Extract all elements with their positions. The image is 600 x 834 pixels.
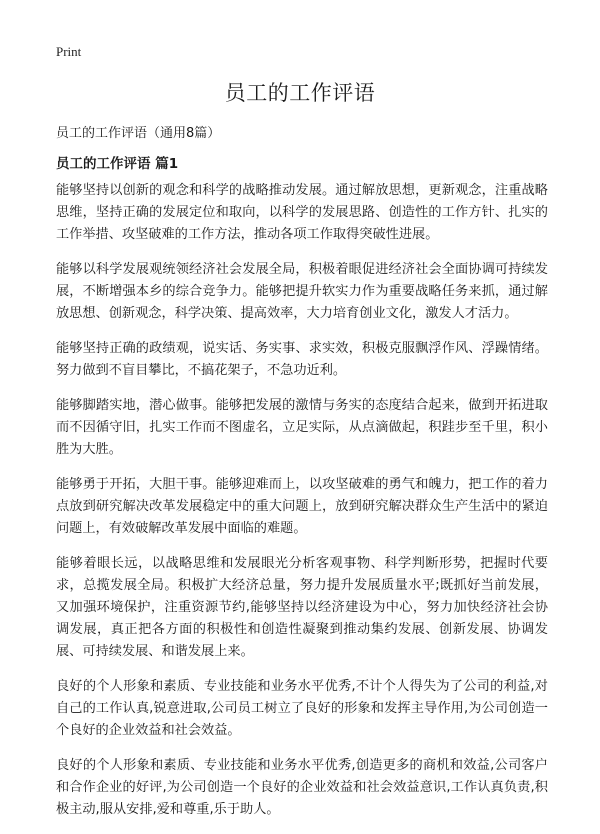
paragraph: 能够勇于开拓，大胆干事。能够迎难而上，以攻坚破难的勇气和魄力，把工作的着力点放到研究解决改革发展稳定中的重大问题上，放到研究解决群众生产生活中的紧迫问题上，有效破解改革发展中面临的难题。	[56, 477, 548, 536]
section-heading: 员工的工作评语 篇1	[56, 156, 179, 172]
paragraph: 良好的个人形象和素质、专业技能和业务水平优秀,不计个人得失为了公司的利益,对自己的工作认真,锐意进取,公司员工树立了良好的形象和发挥主导作用,为公司创造一个良好的企业效益和社会效益。	[56, 679, 548, 738]
paragraph: 能够着眼长远，以战略思维和发展眼光分析客观事物、科学判断形势，把握时代要求，总揽发展全局。积极扩大经济总量，努力提升发展质量水平;既抓好当前发展，又加强环境保护，注重资源节约,能够坚持以经济建设为中心，努力加快经济社会协调发展，真正把各方面的积极性和创造性凝聚到推动集约发展、创新发展、协调发展、可持续发展、和谐发展上来。	[56, 556, 548, 659]
page-title: 员工的工作评语	[224, 81, 376, 105]
paragraph: 能够坚持正确的政绩观，说实话、务实事、求实效，积极克服飘浮作风、浮躁情绪。努力做到不盲目攀比，不搞花架子，不急功近利。	[56, 341, 548, 378]
paragraph: 能够以科学发展观统领经济社会发展全局，积极着眼促进经济社会全面协调可持续发展，不断增强本乡的综合竞争力。能够把提升软实力作为重要战略任务来抓，通过解放思想、创新观念，科学决策、提高效率，大力培育创业文化，激发人才活力。	[56, 262, 548, 321]
paragraph: 能够脚踏实地，潜心做事。能够把发展的激情与务实的态度结合起来，做到开拓进取而不因循守旧，扎实工作而不图虚名，立足实际，从点滴做起，积跬步至千里，积小胜为大胜。	[56, 398, 548, 457]
print-link[interactable]: Print	[56, 44, 82, 59]
paragraph: 能够坚持以创新的观念和科学的战略推动发展。通过解放思想，更新观念，注重战略思维，坚持正确的发展定位和取向，以科学的发展思路、创造性的工作方针、扎实的工作举措、攻坚破难的工作方法，推动各项工作取得突破性进展。	[56, 183, 548, 242]
article-body	[56, 180, 548, 834]
document-subtitle: 员工的工作评语（通用8篇）	[56, 126, 221, 141]
paragraph: 良好的个人形象和素质、专业技能和业务水平优秀,创造更多的商机和效益,公司客户和合作企业的好评,为公司创造一个良好的企业效益和社会效益意识,工作认真负责,积极主动,服从安排,爱和尊重,乐于助人。	[56, 758, 548, 817]
